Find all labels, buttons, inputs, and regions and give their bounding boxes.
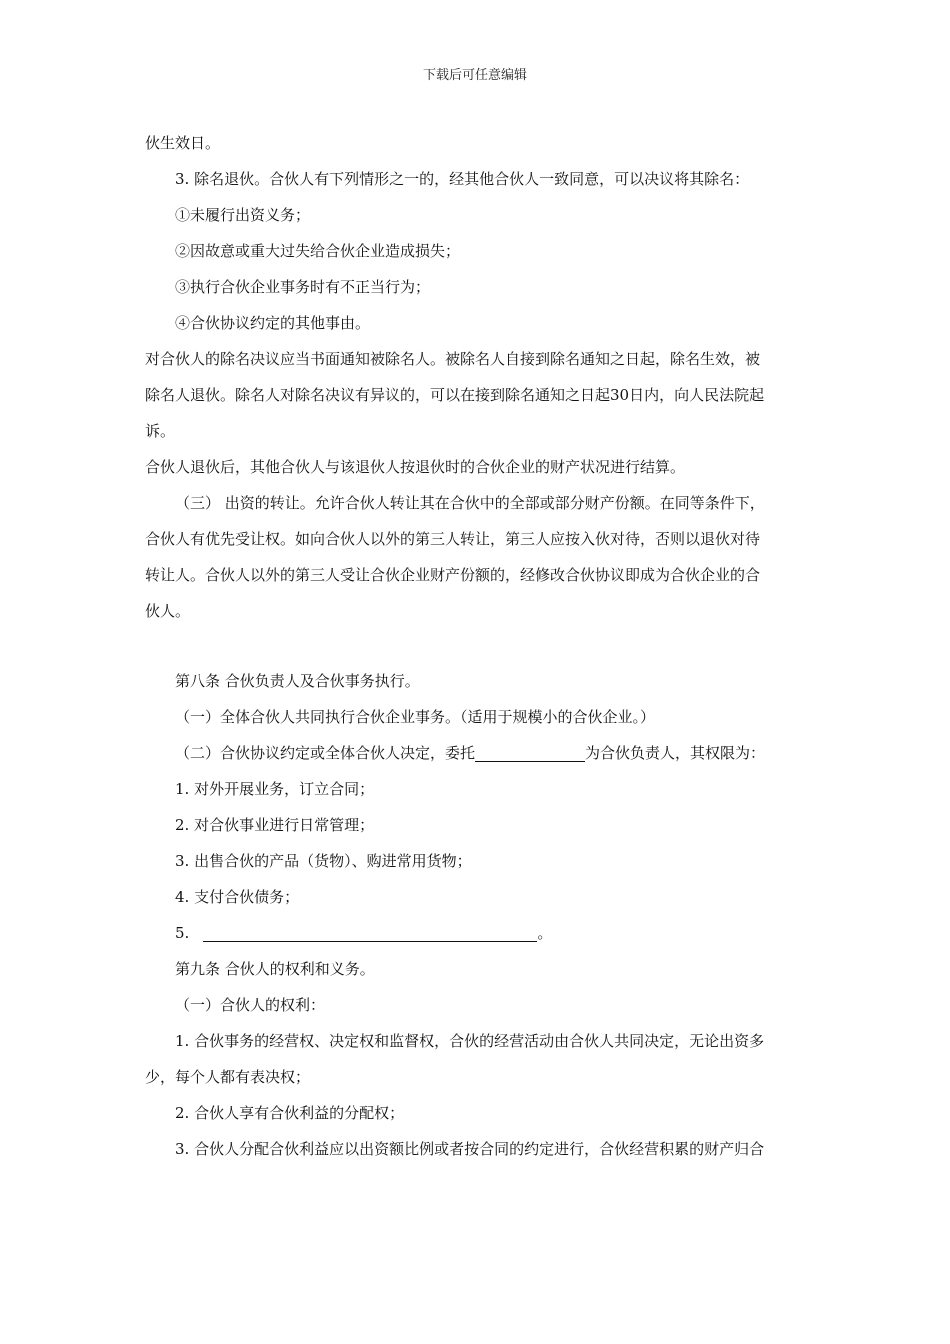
- paragraph-line: 合伙人有优先受让权。如向合伙人以外的第三人转让，第三人应按入伙对待，否则以退伙对待: [145, 530, 761, 548]
- paragraph-line: 3. 除名退伙。合伙人有下列情形之一的，经其他合伙人一致同意，可以决议将其除名：: [175, 170, 750, 188]
- article-heading: 第八条 合伙负责人及合伙事务执行。: [175, 672, 420, 690]
- clause-text: （二）合伙协议约定或全体合伙人决定，委托: [175, 744, 476, 762]
- list-item: 2. 对合伙事业进行日常管理；: [175, 816, 375, 834]
- section-gap: [145, 629, 810, 663]
- list-item: 1. 合伙事务的经营权、决定权和监督权，合伙的经营活动由合伙人共同决定，无论出资多: [175, 1032, 765, 1050]
- list-item: 4. 支付合伙债务；: [175, 888, 300, 906]
- paragraph-line: 伙人。: [145, 602, 191, 620]
- paragraph-line: [145, 735, 810, 771]
- list-item: 3. 出售合伙的产品（货物）、购进常用货物；: [175, 852, 472, 870]
- document-body: [145, 125, 810, 1167]
- paragraph-line: （三） 出资的转让。允许合伙人转让其在合伙中的全部或部分财产份额。在同等条件下，: [175, 494, 765, 512]
- list-item: ④合伙协议约定的其他事由。: [175, 314, 371, 332]
- list-item: [145, 915, 810, 951]
- fill-in-blank: [203, 923, 537, 942]
- paragraph-line: 伙生效日。: [145, 134, 221, 152]
- paragraph-line: 除名人退伙。除名人对除名决议有异议的，可以在接到除名通知之日起30日内，向人民法院起: [145, 386, 765, 404]
- list-number: 5.: [175, 924, 190, 942]
- list-item: ①未履行出资义务；: [175, 206, 311, 224]
- paragraph-line: 转让人。合伙人以外的第三人受让合伙企业财产份额的，经修改合伙协议即成为合伙企业的合: [145, 566, 761, 584]
- paragraph-line: 合伙人退伙后，其他合伙人与该退伙人按退伙时的合伙企业的财产状况进行结算。: [145, 458, 686, 476]
- paragraph-line: （一）全体合伙人共同执行合伙企业事务。（适用于规模小的合伙企业。）: [175, 708, 656, 726]
- paragraph-line: （一）合伙人的权利：: [175, 996, 326, 1014]
- list-item: 3. 合伙人分配合伙利益应以出资额比例或者按合同的约定进行，合伙经营积累的财产归合: [175, 1140, 765, 1158]
- fill-in-blank: [475, 743, 585, 762]
- paragraph-line: 少，每个人都有表决权；: [145, 1068, 311, 1086]
- clause-text: 为合伙负责人，其权限为：: [585, 744, 766, 762]
- paragraph-line: 对合伙人的除名决议应当书面通知被除名人。被除名人自接到除名通知之日起，除名生效，被: [145, 350, 761, 368]
- list-item: 1. 对外开展业务，订立合同；: [175, 780, 375, 798]
- list-item: ③执行合伙企业事务时有不正当行为；: [175, 278, 431, 296]
- list-item: 2. 合伙人享有合伙利益的分配权；: [175, 1104, 405, 1122]
- paragraph-line: 诉。: [145, 422, 176, 440]
- article-heading: 第九条 合伙人的权利和义务。: [175, 960, 375, 978]
- list-item: ②因故意或重大过失给合伙企业造成损失；: [175, 242, 461, 260]
- page-header: 下载后可任意编辑: [422, 68, 527, 83]
- list-end-mark: 。: [537, 924, 553, 942]
